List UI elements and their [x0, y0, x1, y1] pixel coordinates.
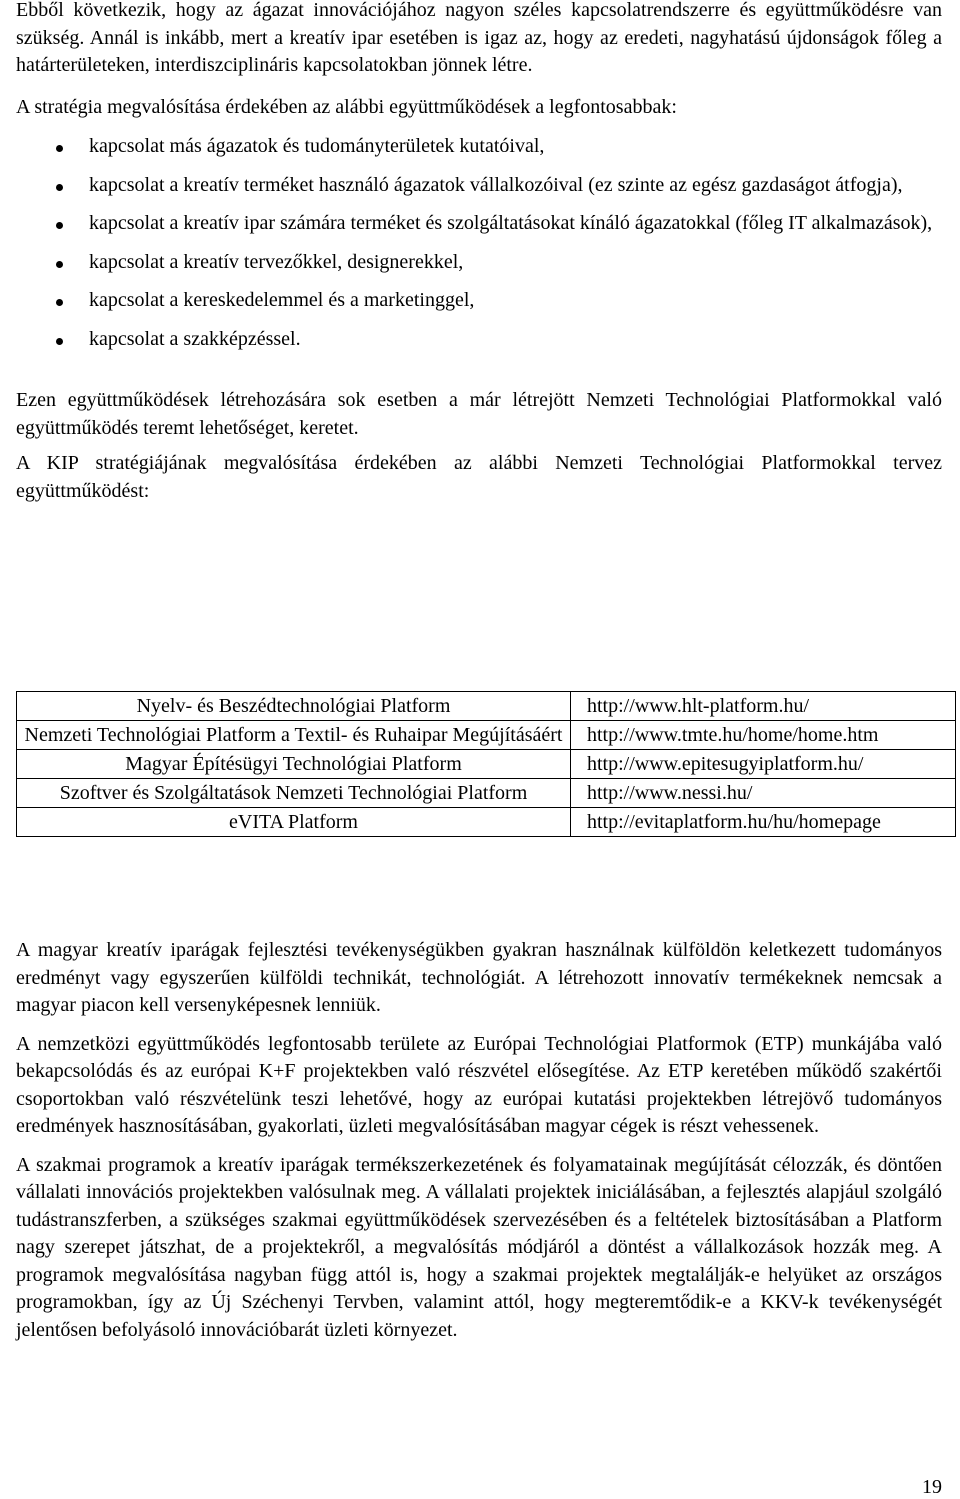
- platform-name: Magyar Építésügyi Technológiai Platform: [17, 750, 571, 779]
- platform-table: [16, 691, 956, 837]
- paragraph-international: A nemzetközi együttműködés legfontosabb területe az Európai Technológiai Platformok (ETP) munkájába való bekapcsolódás és az európai K+F projektekben való részvétel elősegítése. Az ETP keretében működő szakértői csoportokban való részvételünk teszi lehetővé, hogy az európai kutatási projektekben létrejövő tudományos eredmények hasznosításában, gyakorlati, üzleti megvalósításában magyar cégek is részt vehessenek.: [16, 1032, 942, 1137]
- lead-paragraph: A stratégia megvalósítása érdekében az alábbi együttműködések a legfontosabbak:: [16, 95, 677, 118]
- list-item: kapcsolat a kreatív terméket használó ágazatok vállalkozóival (ez szinte az egész gazdaságot átfogja),: [16, 172, 942, 200]
- bullet-icon: [56, 299, 63, 306]
- bullet-icon: [56, 145, 63, 152]
- intro-paragraph: Ebből következik, hogy az ágazat innovációjához nagyon széles kapcsolatrendszerre és együttműködésre van szükség. Annál is inkább, mert a kreatív ipar esetében is igaz az, hogy az eredeti, nagyhatású újdonságok főleg a határterületeken, interdiszciplináris kapcsolatokban jönnek létre.: [16, 0, 942, 76]
- list-item: kapcsolat a kreatív ipar számára terméket és szolgáltatásokat kínáló ágazatokkal (főleg IT alkalmazások),: [16, 210, 942, 238]
- table-row: [17, 721, 956, 750]
- table-row: [17, 750, 956, 779]
- platform-url: http://www.hlt-platform.hu/: [571, 692, 956, 721]
- table-row: [17, 808, 956, 837]
- bullet-icon: [56, 222, 63, 229]
- document-page: [16, 0, 942, 1341]
- list-item: kapcsolat a kreatív tervezőkkel, designerekkel,: [16, 249, 942, 277]
- bottom-text-block: [16, 937, 942, 1355]
- table-row: [17, 692, 956, 721]
- list-item: kapcsolat a szakképzéssel.: [16, 326, 942, 354]
- paragraph-programs: A szakmai programok a kreatív iparágak termékszerkezetének és folyamatainak megújítását célozzák, és döntően vállalati innovációs projektekben valósulnak meg. A vállalati projektek iniciálásában, a fejlesztés alapjául szolgáló tudástranszferben, a szükséges szakmai együttműködések szervezésében és a feltételek biztosításában a Platform nagy szerepet játszhat, de a projektekről, a megvalósítás módjáról a döntést a vállalkozások hozzák meg. A programok megvalósítása nagyban függ attól is, hogy a szakmai projektek megtalálják-e helyüket az országos programokban, így az Új Széchenyi Tervben, valamint attól, hogy megteremtődik-e a KKV-k tevékenységét jelentősen befolyásoló innovációbarát üzleti környezet.: [16, 1153, 942, 1341]
- platform-name: Szoftver és Szolgáltatások Nemzeti Technológiai Platform: [17, 779, 571, 808]
- bullet-icon: [56, 184, 63, 191]
- bullet-icon: [56, 338, 63, 345]
- list-item: kapcsolat más ágazatok és tudományterületek kutatóival,: [16, 133, 942, 161]
- bullet-icon: [56, 261, 63, 268]
- page-number: 19: [922, 1476, 942, 1498]
- table-row: [17, 779, 956, 808]
- platform-url: http://www.nessi.hu/: [571, 779, 956, 808]
- kip-paragraph: A KIP stratégiájának megvalósítása érdekében az alábbi Nemzeti Technológiai Platformokkal tervez együttműködést:: [16, 452, 942, 502]
- platform-url: http://www.tmte.hu/home/home.htm: [571, 721, 956, 750]
- platform-name: Nemzeti Technológiai Platform a Textil- és Ruhaipar Megújításáért: [17, 721, 571, 750]
- platform-name: eVITA Platform: [17, 808, 571, 837]
- after-list-paragraph: Ezen együttműködések létrehozására sok esetben a már létrejött Nemzeti Technológiai Platformokkal való együttműködés teremt lehetőséget, keretet.: [16, 389, 942, 439]
- platform-url: http://evitaplatform.hu/hu/homepage: [571, 808, 956, 837]
- cooperation-list: [16, 133, 942, 353]
- paragraph-hungarian-creative: A magyar kreatív iparágak fejlesztési tevékenységükben gyakran használnak külföldön keletkezett tudományos eredményt vagy egyszerűen külföldi technikát, technológiát. A létrehozott innovatív termékeknek nemcsak a magyar piacon kell versenyképesnek lenniük.: [16, 939, 942, 1016]
- list-item: kapcsolat a kereskedelemmel és a marketinggel,: [16, 287, 942, 315]
- platform-url: http://www.epitesugyiplatform.hu/: [571, 750, 956, 779]
- platform-name: Nyelv- és Beszédtechnológiai Platform: [17, 692, 571, 721]
